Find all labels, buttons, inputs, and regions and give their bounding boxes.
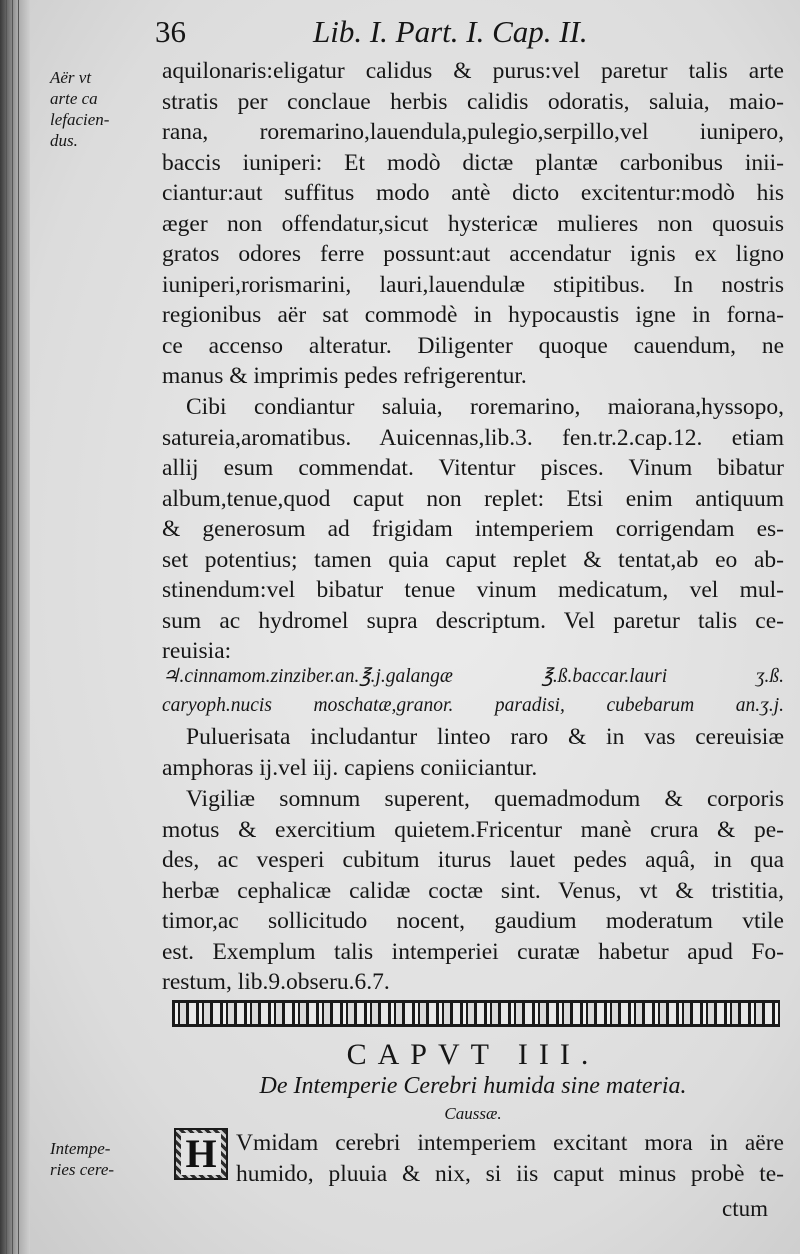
text-line: set potentius; tamen quia caput replet & tentat,ab eo ab- — [162, 546, 784, 573]
text-line: manus & imprimis pedes refrigerentur. — [162, 363, 527, 389]
page-number: 36 — [155, 14, 186, 49]
text-line: herbæ cephalicæ calidæ coctæ sint. Venus, vt & tristitia, — [162, 877, 784, 904]
text-line: humido, pluuia & nix, si iis caput minus probè te- — [236, 1160, 784, 1187]
text-line: & generosum ad frigidam intemperiem corrigendam es- — [162, 516, 784, 542]
text-line: sum ac hydromel supra descriptum. Vel paretur talis ce- — [162, 607, 784, 634]
text-line: Vigiliæ somnum superent, quemadmodum & corporis — [186, 786, 784, 812]
initial-letter: H — [181, 1133, 220, 1175]
text-line: æger non offendatur,sicut hystericæ mulieres non quosuis — [162, 210, 784, 237]
text-line: amphoras ij.vel iij. capiens coniiciantur. — [162, 754, 538, 781]
text-line: ce accenso alteratur. Diligenter quoque cauendum, ne — [162, 332, 784, 359]
text-line: ciantur:aut suffitus modo antè dicto excitentur:modò his — [162, 180, 784, 206]
margin-note-line: ries cere- — [50, 1160, 115, 1179]
decorative-border-band — [172, 1000, 780, 1027]
chapter-heading: CAPVT III. — [346, 1038, 600, 1071]
paragraph-regimen — [162, 784, 784, 998]
margin-note-line: lefacien- — [50, 110, 110, 129]
chapter-subtitle: De Intemperie Cerebri humida sine materia. — [259, 1073, 687, 1099]
margin-note-line: Aër vt — [50, 68, 92, 87]
margin-note-line: Intempe- — [50, 1139, 111, 1158]
spine-edge-line — [12, 0, 13, 1254]
margin-note-line: dus. — [50, 131, 78, 150]
text-line: satureia,aromatibus. Auicennas,lib.3. fen.tr.2.cap.12. etiam — [162, 424, 784, 451]
text-line: stinendum:vel bibatur tenue vinum medicatum, vel mul- — [162, 577, 784, 603]
text-line: Cibi condiantur saluia, roremarino, maiorana,hyssopo, — [186, 394, 784, 420]
spine-edge-line — [6, 0, 7, 1254]
text-line: restum, lib.9.obseru.6.7. — [162, 969, 390, 995]
margin-note-air — [50, 67, 154, 151]
text-line: baccis iuniperi: Et modò dictæ plantæ carbonibus inii- — [162, 149, 784, 176]
catchword: ctum — [722, 1196, 768, 1221]
spine-edge-line — [18, 0, 19, 1254]
text-line: stratis per conclaue herbis calidis odoratis, saluia, maio- — [162, 88, 784, 115]
recipe-formula — [162, 662, 784, 720]
text-line: Vmidam cerebri intemperiem excitant mora in aëre — [236, 1130, 784, 1156]
text-line: rana, roremarino,lauendula,pulegio,serpillo,vel iunipero, — [162, 119, 784, 145]
margin-note-line: arte ca — [50, 89, 98, 108]
text-line: des, ac vesperi cubitum iturus lauet pedes aquâ, in qua — [162, 847, 784, 873]
text-line: allij esum commendat. Vitentur pisces. Vinum bibatur — [162, 455, 784, 481]
margin-note-intemperies — [50, 1138, 154, 1180]
text-line: Puluerisata includantur linteo raro & in vas cereuisiæ — [186, 724, 784, 750]
paragraph-air — [162, 56, 784, 392]
text-line: est. Exemplum talis intemperiei curatæ habetur apud Fo- — [162, 938, 784, 965]
running-head: Lib. I. Part. I. Cap. II. — [313, 14, 588, 49]
recipe-line: caryoph.nucis moschatæ,granor. paradisi, cubebarum an.ʒ.j. — [162, 695, 784, 716]
section-heading: Caussæ. — [444, 1104, 502, 1123]
book-spine-shadow — [0, 0, 30, 1254]
text-line: reuisia: — [162, 638, 232, 664]
decorated-initial — [174, 1128, 228, 1180]
text-line: regionibus aër sat commodè in hypocaustis igne in forna- — [162, 302, 784, 328]
recipe-line: ♃.cinnamom.zinziber.an.℥.j.galangæ ℥.ß.baccar.lauri ʒ.ß. — [162, 666, 784, 687]
text-line: iuniperi,rorismarini, lauri,lauendulæ stipitibus. In nostris — [162, 271, 784, 298]
paragraph-diet — [162, 392, 784, 667]
chapter-opening-text — [236, 1128, 784, 1189]
text-line: gratos odores ferre possunt:aut accendatur ignis ex ligno — [162, 241, 784, 267]
text-line: aquilonaris:eligatur calidus & purus:vel paretur talis arte — [162, 58, 784, 84]
text-line: album,tenue,quod caput non replet: Etsi enim antiquum — [162, 485, 784, 512]
text-line: motus & exercitium quietem.Fricentur manè crura & pe- — [162, 816, 784, 843]
paragraph-powder — [162, 722, 784, 783]
text-line: timor,ac sollicitudo nocent, gaudium moderatum vtile — [162, 908, 784, 934]
running-header — [155, 14, 675, 60]
